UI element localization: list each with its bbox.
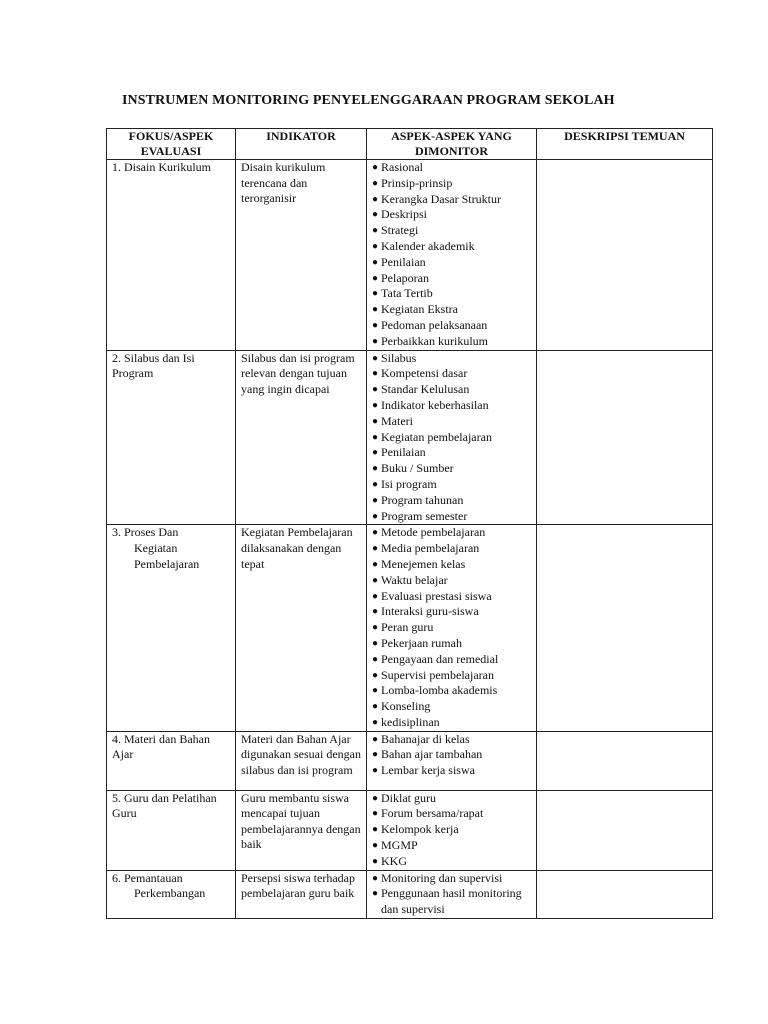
list-item [372,838,533,854]
focus-label [112,351,232,382]
focus-label [112,160,232,176]
indicator-cell: Materi dan Bahan Ajar digunakan sesuai dengan silabus dan isi program [236,731,367,790]
aspect-label: Kegiatan pembelajaran [381,429,492,444]
list-item [372,668,533,684]
aspect-label: Program tahunan [381,492,464,507]
bullet-icon: ● [372,335,379,347]
table-row [107,870,713,918]
aspect-label: Materi [381,413,413,428]
focus-line: 3. Proses Dan [112,525,179,540]
bullet-icon: ● [372,368,379,380]
focus-label [112,525,232,572]
list-item [372,176,533,192]
bullet-icon: ● [372,384,379,396]
bullet-icon: ● [372,510,379,522]
aspect-label: Monitoring dan supervisi [381,870,503,885]
list-item [372,732,533,748]
aspects-list [372,351,533,525]
list-item [372,382,533,398]
list-item [372,239,533,255]
aspect-label: Menejemen kelas [381,556,466,571]
bullet-icon: ● [372,888,379,900]
aspect-label: Interaksi guru-siswa [381,604,479,619]
bullet-icon: ● [372,792,379,804]
bullet-icon: ● [372,574,379,586]
focus-line: Kegiatan Pembelajaran [134,540,200,571]
bullet-icon: ● [372,494,379,506]
list-item [372,160,533,176]
bullet-icon: ● [372,622,379,634]
list-item [372,747,533,763]
indicator-cell: Guru membantu siswa mencapai tujuan pembelajarannya dengan baik [236,790,367,870]
aspects-cell [367,731,537,790]
aspect-label: Diklat guru [381,790,436,805]
list-item [372,302,533,318]
table-row [107,790,713,870]
aspect-label: Pengayaan dan remedial [381,651,499,666]
list-item [372,791,533,807]
aspect-label: Pekerjaan rumah [381,635,462,650]
list-item [372,509,533,525]
aspect-label: Standar Kelulusan [381,382,470,397]
list-item [372,207,533,223]
aspect-label: Media pembelajaran [381,541,480,556]
aspect-label: Strategi [381,223,419,238]
bullet-icon: ● [372,352,379,364]
bullet-icon: ● [372,225,379,237]
aspect-label: KKG [381,853,407,868]
list-item [372,271,533,287]
aspect-label: MGMP [381,838,418,853]
list-item [372,715,533,731]
bullet-icon: ● [372,240,379,252]
aspect-label: Indikator keberhasilan [381,397,489,412]
aspect-label: Kegiatan Ekstra [381,302,458,317]
aspect-label: Kompetensi dasar [381,366,468,381]
list-item [372,604,533,620]
aspect-label: Metode pembelajaran [381,525,486,540]
aspect-label: Isi program [381,476,437,491]
bullet-icon: ● [372,272,379,284]
list-item [372,430,533,446]
bullet-icon: ● [372,765,379,777]
aspect-label: Buku / Sumber [381,461,454,476]
bullet-icon: ● [372,669,379,681]
bullet-icon: ● [372,415,379,427]
list-item [372,223,533,239]
focus-line: 5. Guru dan Pelatihan Guru [112,790,217,821]
indicator-cell: Kegiatan Pembelajaran dilaksanakan dengan tepat [236,525,367,731]
aspect-label: Penilaian [381,445,426,460]
bullet-icon: ● [372,872,379,884]
list-item [372,699,533,715]
aspects-list [372,732,533,779]
aspect-label: Kerangka Dasar Struktur [381,191,501,206]
focus-label [112,871,232,902]
bullet-icon: ● [372,733,379,745]
bullet-icon: ● [372,824,379,836]
bullet-icon: ● [372,558,379,570]
aspects-cell [367,350,537,525]
table-row [107,525,713,731]
list-item [372,493,533,509]
focus-label [112,732,232,763]
aspect-label: Program semester [381,508,468,523]
list-item [372,351,533,367]
aspect-label: Kalender akademik [381,238,475,253]
finding-cell[interactable] [537,870,713,918]
aspect-label: Konseling [381,699,431,714]
aspect-label: Forum bersama/rapat [381,806,484,821]
indicator-cell: Silabus dan isi program relevan dengan tujuan yang ingin dicapai [236,350,367,525]
bullet-icon: ● [372,304,379,316]
list-item [372,477,533,493]
list-item [372,192,533,208]
aspect-label: Supervisi pembelajaran [381,667,494,682]
aspects-list [372,525,533,730]
bullet-icon: ● [372,606,379,618]
list-item [372,541,533,557]
list-item [372,683,533,699]
aspect-label: Lembar kerja siswa [381,763,475,778]
list-item [372,573,533,589]
aspect-label: Bahanajar di kelas [381,731,470,746]
aspects-cell [367,525,537,731]
header-aspects: ASPEK-ASPEK YANG DIMONITOR [367,129,537,160]
bullet-icon: ● [372,209,379,221]
bullet-icon: ● [372,527,379,539]
focus-line: 4. Materi dan Bahan Ajar [112,731,210,762]
focus-cell [107,870,236,918]
list-item [372,871,533,887]
aspect-label: Lomba-lomba akademis [381,683,498,698]
list-item [372,589,533,605]
bullet-icon: ● [372,399,379,411]
list-item [372,414,533,430]
focus-line: Perkembangan [134,886,206,901]
aspect-label: kedisiplinan [381,714,440,729]
focus-label [112,791,232,822]
finding-cell[interactable] [537,525,713,731]
aspects-cell [367,790,537,870]
aspect-label: Pelaporan [381,270,429,285]
header-finding: DESKRIPSI TEMUAN [537,129,713,160]
focus-line: 2. Silabus dan Isi Program [112,350,195,381]
bullet-icon: ● [372,543,379,555]
aspect-label: Kelompok kerja [381,822,459,837]
focus-cell [107,160,236,351]
bullet-icon: ● [372,590,379,602]
list-item [372,854,533,870]
header-indicator: INDIKATOR [236,129,367,160]
list-item [372,620,533,636]
finding-cell[interactable] [537,790,713,870]
focus-line: 1. Disain Kurikulum [112,160,211,174]
aspect-label: Penilaian [381,254,426,269]
indicator-cell: Disain kurikulum terencana dan terorganisir [236,160,367,351]
bullet-icon: ● [372,840,379,852]
bullet-icon: ● [372,463,379,475]
table-header-row [107,129,713,160]
bullet-icon: ● [372,637,379,649]
list-item [372,806,533,822]
list-item [372,366,533,382]
focus-cell [107,525,236,731]
document-title: INSTRUMEN MONITORING PENYELENGGARAAN PROGRAM SEKOLAH [122,93,615,108]
bullet-icon: ● [372,478,379,490]
list-item [372,255,533,271]
list-item [372,886,533,917]
table-body [107,160,713,919]
finding-cell[interactable] [537,160,713,351]
aspect-label: Pedoman pelaksanaan [381,317,488,332]
list-item [372,398,533,414]
bullet-icon: ● [372,256,379,268]
bullet-icon: ● [372,193,379,205]
aspect-label: Evaluasi prestasi siswa [381,588,492,603]
bullet-icon: ● [372,701,379,713]
list-item [372,318,533,334]
aspect-label: Bahan ajar tambahan [381,747,483,762]
bullet-icon: ● [372,162,379,173]
aspects-cell [367,160,537,351]
bullet-icon: ● [372,319,379,331]
list-item [372,525,533,541]
aspects-list [372,160,533,350]
table-row [107,350,713,525]
aspect-label: Silabus [381,350,417,365]
header-focus: FOKUS/ASPEK EVALUASI [107,129,236,160]
finding-cell[interactable] [537,350,713,525]
indicator-cell: Persepsi siswa terhadap pembelajaran guru baik [236,870,367,918]
aspect-label: Prinsip-prinsip [381,175,453,190]
bullet-icon: ● [372,447,379,459]
list-item [372,822,533,838]
list-item [372,557,533,573]
aspects-list [372,791,533,870]
bullet-icon: ● [372,808,379,820]
list-item [372,334,533,350]
list-item [372,286,533,302]
focus-cell [107,731,236,790]
list-item [372,445,533,461]
table-row [107,731,713,790]
focus-cell [107,350,236,525]
aspect-label: Penggunaan hasil monitoring dan supervisi [381,886,522,917]
list-item [372,652,533,668]
table-row [107,160,713,351]
bullet-icon: ● [372,288,379,300]
bullet-icon: ● [372,716,379,728]
monitoring-table [106,128,713,919]
aspects-cell [367,870,537,918]
bullet-icon: ● [372,749,379,761]
aspect-label: Tata Tertib [381,286,433,301]
finding-cell[interactable] [537,731,713,790]
aspect-label: Peran guru [381,620,434,635]
bullet-icon: ● [372,177,379,189]
focus-cell [107,790,236,870]
aspects-list [372,871,533,918]
aspect-label: Deskripsi [381,207,427,222]
list-item [372,636,533,652]
aspect-label: Perbaikkan kurikulum [381,333,488,348]
list-item [372,763,533,779]
focus-line: 6. Pemantauan [112,870,183,885]
bullet-icon: ● [372,431,379,443]
aspect-label: Waktu belajar [381,572,448,587]
bullet-icon: ● [372,685,379,697]
list-item [372,461,533,477]
aspect-label: Rasional [381,160,423,174]
bullet-icon: ● [372,653,379,665]
bullet-icon: ● [372,855,379,867]
